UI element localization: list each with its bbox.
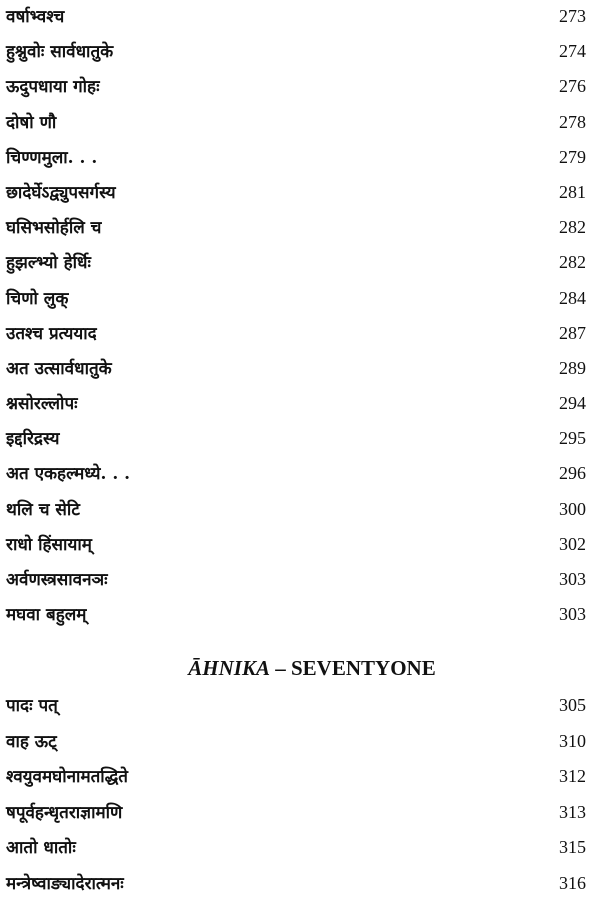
section-heading-title: – SEVENTYONE [270,656,436,680]
page-number: 305 [559,695,586,715]
page-number: 300 [559,498,586,519]
index-entry [0,598,600,633]
index-entry [0,141,600,176]
index-entry [0,70,600,105]
page-number: 316 [559,872,586,893]
page-number: 284 [559,287,586,308]
sutra-term: राधो हिंसायाम् [6,534,92,555]
page-number: 295 [559,428,586,449]
page-number: 273 [559,6,586,26]
sutra-term: उतश्च प्रत्ययाद [6,323,97,344]
index-entry [0,457,600,492]
page-number: 278 [559,111,586,132]
sutra-term: षपूर्वहन्धृतराज्ञामणि [6,802,123,823]
sutra-term: घसिभसोर्हलि च [6,218,102,239]
page-number: 312 [559,766,586,787]
sutra-term: पादः पत् [6,696,58,716]
sutra-term: वर्षाभ्वश्च [6,7,65,27]
index-entry [0,796,600,832]
page-number: 289 [559,357,586,378]
index-entry [0,867,600,903]
index-entry [0,246,600,281]
index-entry [0,725,600,761]
index-entry [0,689,600,725]
page-number: 296 [559,463,586,484]
sutra-term: श्नसोरल्लोपः [6,394,78,415]
section-heading-italic: ĀHNIKA [188,656,270,680]
page-number: 282 [559,252,586,273]
sutra-term: दोषो णौ [6,112,57,133]
sutra-term: अर्वणस्त्रसावनञः [6,570,108,590]
page-number: 303 [559,569,586,589]
index-entry [0,563,600,598]
sutra-term: मघवा बहुलम् [6,605,87,626]
index-entry [0,317,600,352]
page-number: 294 [559,393,586,414]
sutra-term: थलि च सेटि [6,499,80,520]
page-number: 282 [559,217,586,238]
page-number: 313 [559,801,586,822]
sutra-term: हुझल्भ्यो हेर्धिः [6,253,91,274]
sutra-term: मन्त्रेष्वाङ्यादेरात्मनः [6,873,124,894]
page-number: 302 [559,533,586,554]
sutra-term: आतो धातोः [6,838,76,859]
section-heading [0,656,600,681]
index-entry [0,211,600,246]
index-entry [0,493,600,528]
index-entry [0,0,600,35]
sutra-term: अत उत्सार्वधातुके [6,358,112,379]
page-number: 287 [559,322,586,343]
index-entry [0,831,600,867]
index-entry [0,760,600,796]
sutra-term: वाह ऊट् [6,731,57,752]
page-number: 276 [559,76,586,97]
sutra-term: श्वयुवमघोनामतद्धिते [6,767,128,788]
page-number: 279 [559,146,586,167]
page-number: 310 [559,730,586,751]
sutra-term: चिण्णमुला. . . [6,147,98,168]
page-number: 315 [559,837,586,858]
index-entry [0,176,600,211]
sutra-term: छादेर्घेऽद्व्युपसर्गस्य [6,182,116,203]
page-number: 281 [559,181,586,202]
index-entry [0,422,600,457]
index-entry [0,387,600,422]
sutra-term: ऊदुपधाया गोहः [6,77,100,98]
index-entry [0,282,600,317]
index-entry [0,352,600,387]
index-entry [0,35,600,70]
sutra-term: अत एकहल्मध्ये. . . [6,464,131,485]
page-number: 274 [559,41,586,62]
sutra-index-list-seventyone [0,689,600,903]
page-number: 303 [559,604,586,625]
sutra-term: चिणो लुक् [6,288,69,309]
index-entry [0,106,600,141]
sutra-term: इद्दरिद्रस्य [6,429,60,450]
sutra-term: हुश्नुवोः सार्वधातुके [6,42,114,63]
index-entry [0,528,600,563]
